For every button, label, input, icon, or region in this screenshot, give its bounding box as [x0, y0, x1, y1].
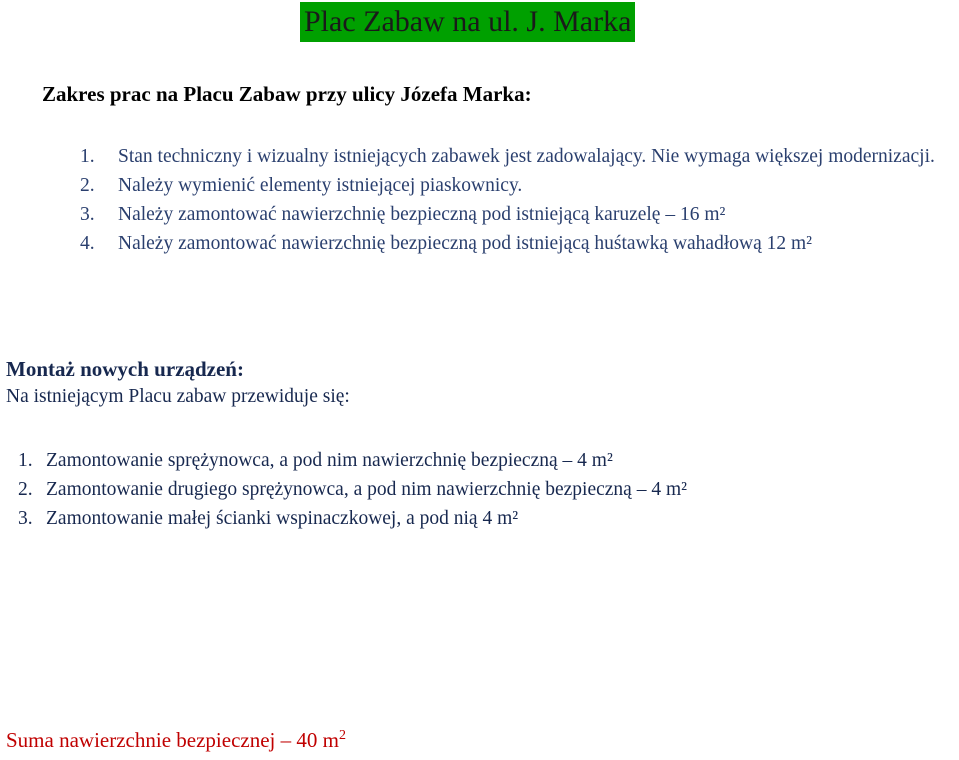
- list-item-number: 4.: [80, 233, 95, 254]
- list-item-number: 1.: [18, 450, 33, 471]
- list-item-text: Należy zamontować nawierzchnię bezpieczną pod istniejącą karuzelę – 16 m²: [118, 204, 726, 225]
- section-heading-new-equipment: Montaż nowych urządzeń:: [6, 357, 244, 381]
- summary-total: [6, 728, 346, 753]
- list-item-text: Stan techniczny i wizualny istniejących zabawek jest zadowalający. Nie wymaga większej modernizacji.: [118, 146, 935, 167]
- list-item: [6, 504, 956, 533]
- list-item-number: 2.: [80, 175, 95, 196]
- summary-superscript: 2: [338, 728, 346, 743]
- list-item-text: Należy wymienić elementy istniejącej piaskownicy.: [118, 175, 523, 196]
- list-item: [6, 475, 956, 504]
- scope-list: [80, 142, 955, 258]
- list-item-number: 1.: [80, 146, 95, 167]
- list-item-number: 2.: [18, 479, 33, 500]
- list-item: [80, 142, 955, 171]
- list-item: [80, 229, 955, 258]
- summary-text: Suma nawierzchnie bezpiecznej – 40 m: [6, 728, 339, 752]
- section-heading-scope: Zakres prac na Placu Zabaw przy ulicy Józefa Marka:: [42, 82, 532, 106]
- section-intro: Na istniejącym Placu zabaw przewiduje się:: [6, 386, 350, 407]
- list-item: [80, 171, 955, 200]
- list-item-text: Zamontowanie sprężynowca, a pod nim nawierzchnię bezpieczną – 4 m²: [46, 450, 613, 471]
- list-item-text: Zamontowanie drugiego sprężynowca, a pod nim nawierzchnię bezpieczną – 4 m²: [46, 479, 687, 500]
- list-item-number: 3.: [80, 204, 95, 225]
- list-item-number: 3.: [18, 508, 33, 529]
- list-item-text: Zamontowanie małej ścianki wspinaczkowej, a pod nią 4 m²: [46, 508, 519, 529]
- page-title: Plac Zabaw na ul. J. Marka: [300, 2, 635, 42]
- list-item: [80, 200, 955, 229]
- new-equipment-list: [6, 446, 956, 533]
- list-item: [6, 446, 956, 475]
- list-item-text: Należy zamontować nawierzchnię bezpieczną pod istniejącą huśtawką wahadłową 12 m²: [118, 233, 813, 254]
